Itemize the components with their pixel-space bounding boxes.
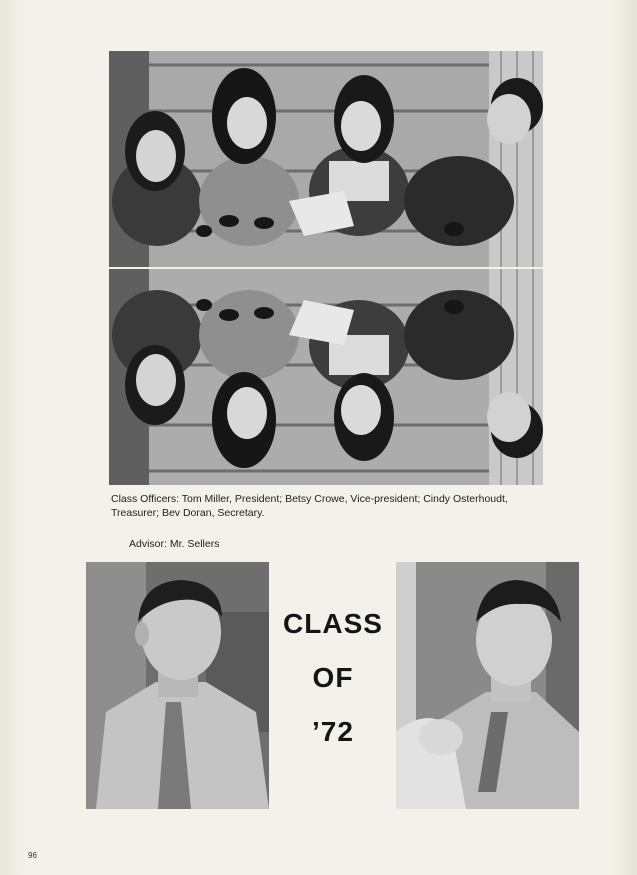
class-title-line-1: CLASS bbox=[283, 608, 383, 639]
class-title-line-3: ’72 bbox=[312, 716, 354, 747]
portrait-photo-right-image bbox=[396, 562, 579, 809]
portrait-photo-left bbox=[86, 562, 269, 809]
class-title-line-2: OF bbox=[312, 662, 354, 693]
class-officers-photo-top-image bbox=[109, 51, 543, 267]
portrait-photo-right bbox=[396, 562, 579, 809]
class-officers-photo-bottom bbox=[109, 269, 543, 485]
officers-caption: Class Officers: Tom Miller, President; Betsy Crowe, Vice-president; Cindy Osterhoudt, Treasurer; Bev Doran, Secretary. bbox=[111, 493, 508, 519]
class-officers-photo-top bbox=[109, 51, 543, 267]
class-officers-photo-bottom-image bbox=[109, 269, 543, 485]
advisor-caption: Advisor: Mr. Sellers bbox=[129, 538, 220, 550]
page-number: 96 bbox=[28, 851, 37, 860]
portrait-photo-left-image bbox=[86, 562, 269, 809]
